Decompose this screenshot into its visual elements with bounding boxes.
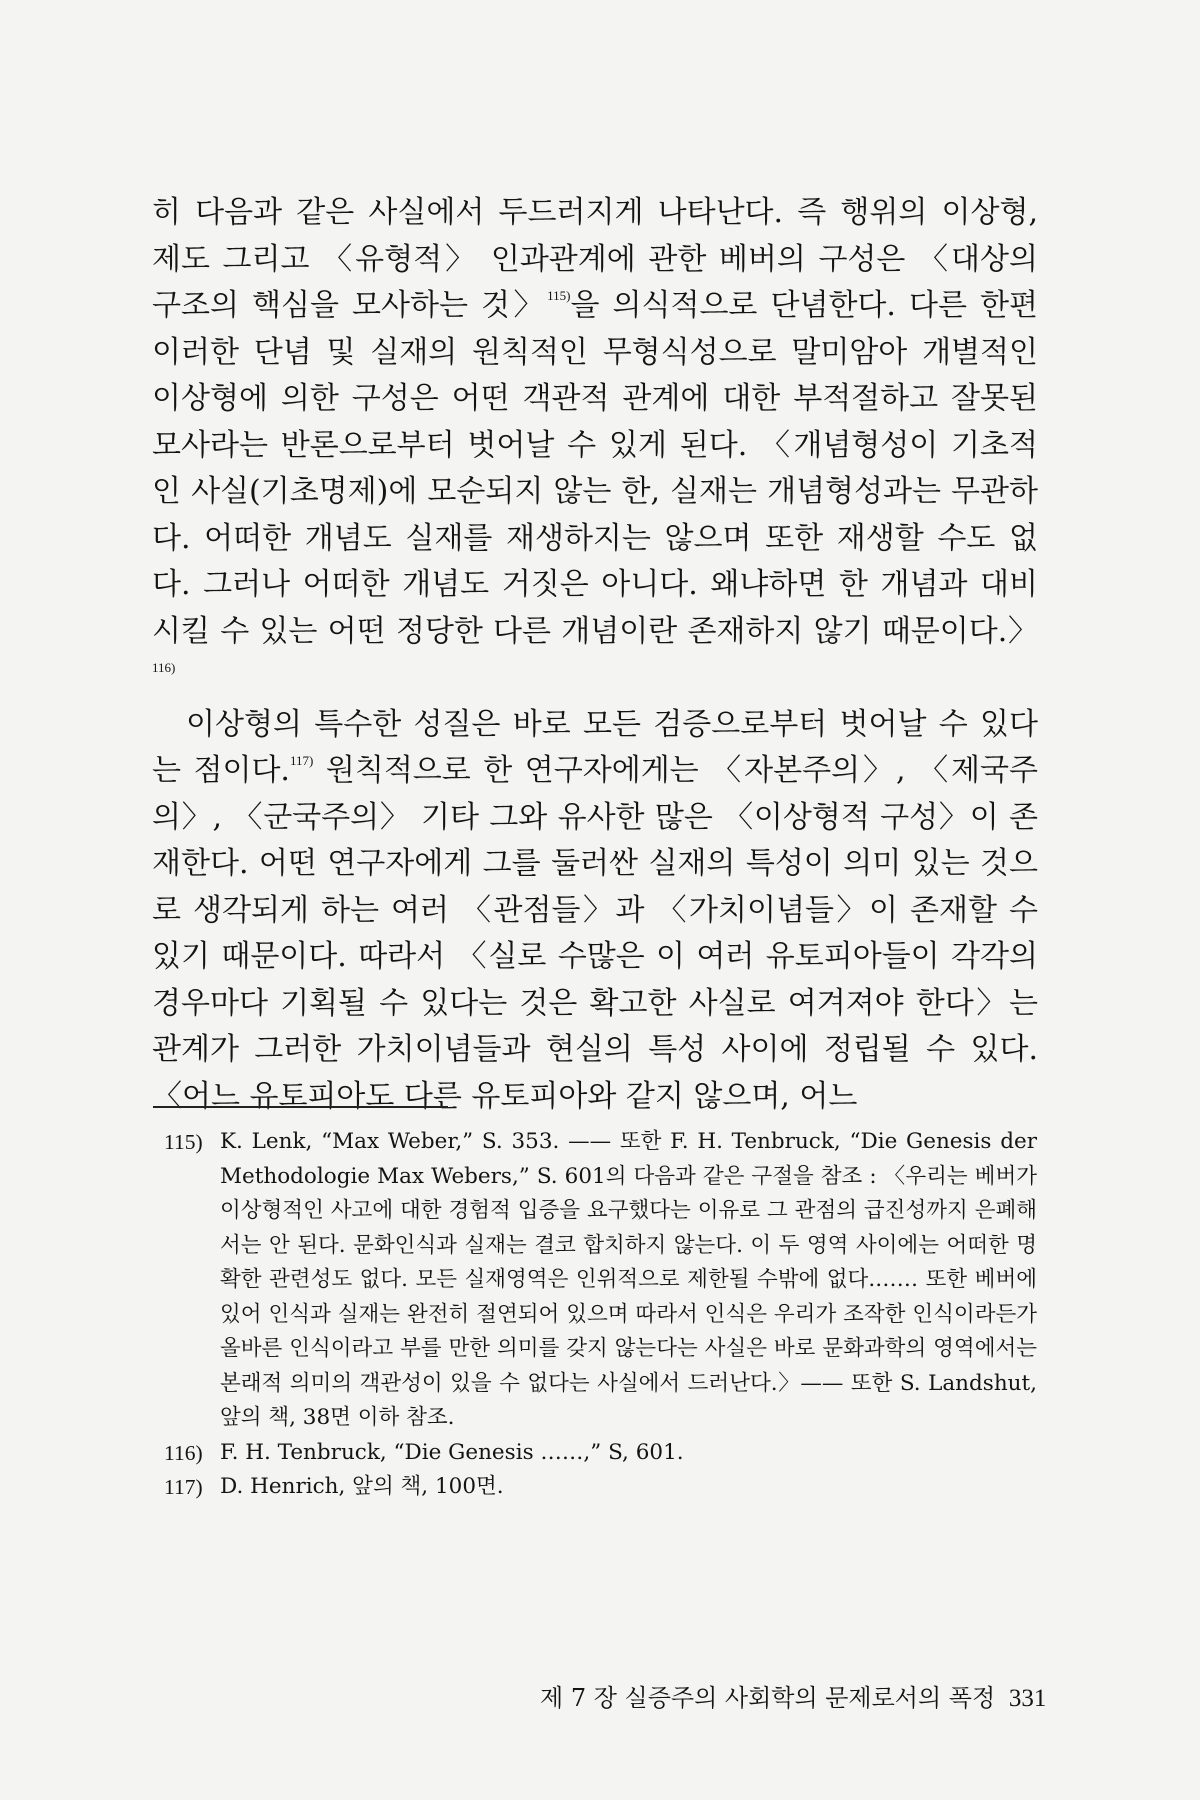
paragraph-2 <box>152 702 1038 1121</box>
paragraph-text: 히 다음과 같은 사실에서 두드러지게 나타난다. 즉 행위의 이상형, 제도 그리고 〈유형적〉 인과관계에 관한 베버의 구성은 〈대상의 구조의 핵심을 모사하는 것〉 <box>152 195 1038 323</box>
paragraph-text: 원칙적으로 한 연구자에게는 〈자본주의〉, 〈제국주의〉, 〈군국주의〉 기타 그와 유사한 많은 〈이상형적 구성〉이 존재한다. 어떤 연구자에게 그를 둘러싼 실재의 특성이 의미 있는 것으로 생각되게 하는 여러 〈관점들〉과 〈가치이념들〉이 존재할 수 있기 때문이다. 따라서 〈실로 수많은 이 여러 유토피아들이 각각의 경우마다 기획될 수 있다는 것은 확고한 사실로 여겨져야 한다〉는 관계가 그러한 가치이념들과 현실의 특성 사이에 정립될 수 있다. 〈어느 유토피아도 다른 유토피아와 같지 않으며, 어느 <box>152 753 1038 1114</box>
footnote-separator <box>153 1106 448 1108</box>
footnote-ref-115: 115) <box>547 288 571 303</box>
main-text <box>152 190 1038 1120</box>
footnote-115 <box>164 1125 1037 1436</box>
paragraph-text: 이상형의 특수한 성질은 바로 모든 검증으로부터 벗어날 수 있다는 점이다. <box>152 706 1038 788</box>
footnote-number: 117) <box>164 1475 203 1499</box>
running-footer <box>540 1678 1047 1713</box>
paragraph-1 <box>152 190 1038 702</box>
footnote-ref-117: 117) <box>289 753 314 768</box>
footnote-text: K. Lenk, “Max Weber,” S. 353. —— 또한 F. H. Tenbruck, “Die Genesis der Methodologie Max Webers,” S. 601의 다음과 같은 구절을 참조 : 〈우리는 베버가 이상형적인 사고에 대한 경험적 입증을 요구했다는 이유로 그 관점의 급진성까지 은폐해서는 안 된다. 문화인식과 실재는 결코 합치하지 않는다. 이 두 영역 사이에는 어떠한 명확한 관련성도 없다. 모든 실재영역은 인위적으로 제한될 수밖에 없다.…… 또한 베버에 있어 인식과 실재는 완전히 절연되어 있으며 따라서 인식은 우리가 조작한 인식이라든가 올바른 인식이라고 부를 만한 의미를 갖지 않는다는 사실은 바로 문화과학의 영역에서는 본래적 의미의 객관성이 있을 수 없다는 사실에서 드러난다.〉—— 또한 S. Landshut, 앞의 책, 38면 이하 참조. <box>220 1129 1037 1430</box>
footnote-number: 116) <box>164 1440 203 1465</box>
page-number: 331 <box>1008 1685 1047 1712</box>
footnotes <box>164 1125 1037 1505</box>
footnote-ref-116: 116) <box>152 660 176 675</box>
footnote-116 <box>164 1436 1037 1471</box>
footnote-number: 115) <box>164 1130 203 1154</box>
footnote-text: D. Henrich, 앞의 책, 100면. <box>220 1474 504 1499</box>
footnote-text: F. H. Tenbruck, “Die Genesis ……,” S, 601. <box>220 1439 684 1465</box>
footnote-117 <box>164 1470 1037 1505</box>
paragraph-text: 을 의식적으로 단념한다. 다른 한편 이러한 단념 및 실재의 원칙적인 무형식성으로 말미암아 개별적인 이상형에 의한 구성은 어떤 객관적 관계에 대한 부적절하고 잘못된 모사라는 반론으로부터 벗어날 수 있게 된다. 〈개념형성이 기초적인 사실(기초명제)에 모순되지 않는 한, 실재는 개념형성과는 무관하다. 어떠한 개념도 실재를 재생하지는 않으며 또한 재생할 수도 없다. 그러나 어떠한 개념도 거짓은 아니다. 왜냐하면 한 개념과 대비시킬 수 있는 어떤 정당한 다른 개념이란 존재하지 않기 때문이다.〉 <box>152 288 1039 649</box>
chapter-title: 제 7 장 실증주의 사회학의 문제로서의 폭정 <box>540 1684 996 1712</box>
